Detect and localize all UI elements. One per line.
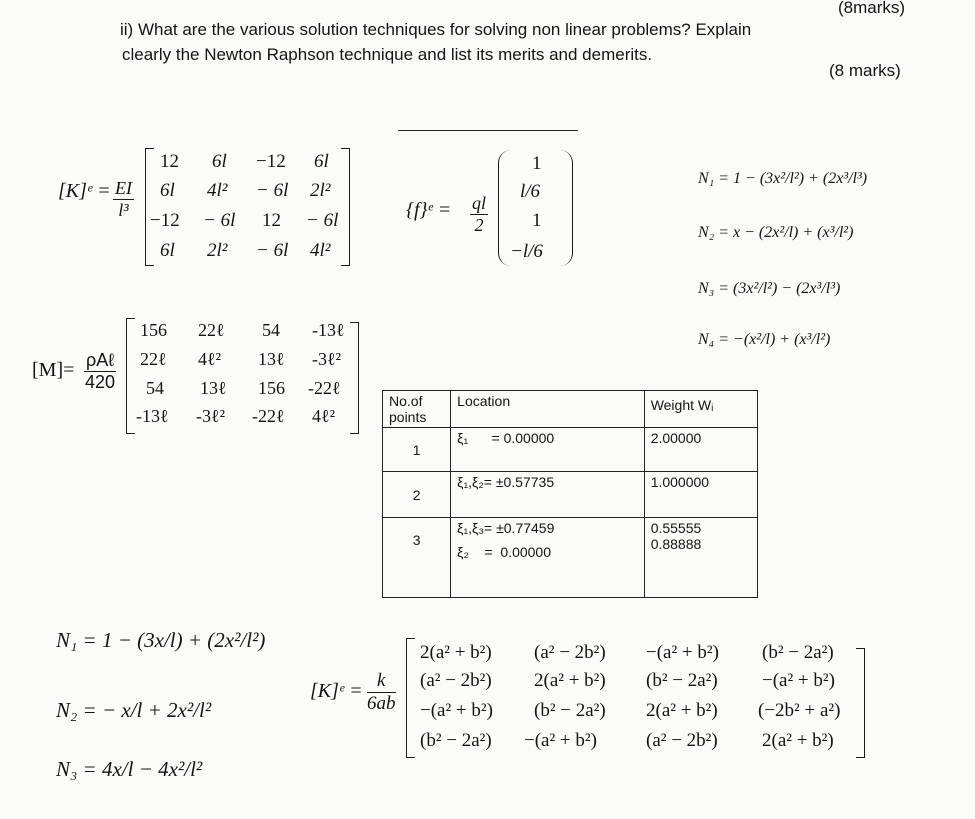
- hermite-n1: N₁ = 1 − (3x²/l²) + (2x³/l³): [698, 170, 868, 187]
- row-points: 2: [383, 472, 451, 518]
- beam-cell: 6l: [314, 151, 329, 172]
- plate-cell: −(a² + b²): [646, 642, 719, 663]
- mass-matrix-coef: [84, 350, 116, 393]
- hermite-n2: N₂ = x − (2x²/l) + (x³/l²): [698, 224, 854, 241]
- beam-cell: 12: [262, 210, 281, 231]
- plate-cell: −(a² + b²): [420, 700, 493, 721]
- plate-cell: (b² − 2a²): [646, 670, 718, 691]
- mass-bracket-left: [126, 318, 135, 434]
- plate-cell: −(a² + b²): [762, 670, 835, 691]
- load-cell: l/6: [520, 181, 541, 202]
- plate-bracket-right: [856, 648, 865, 758]
- beam-cell: −12: [256, 151, 286, 172]
- row-location: ξ₁,ξ₂= ±0.57735: [451, 472, 645, 518]
- load-coef-den: 2: [474, 215, 484, 235]
- question-line-1: ii) What are the various solution techniques for solving non linear problems? Explain: [120, 20, 752, 39]
- mass-cell: -13ℓ: [312, 320, 345, 340]
- mass-cell: 156: [258, 378, 285, 398]
- mass-cell: 54: [262, 320, 280, 340]
- beam-cell: − 6l: [306, 210, 339, 231]
- table-row: [383, 518, 758, 598]
- mass-cell: 22ℓ: [198, 320, 225, 340]
- mass-cell: 156: [140, 320, 167, 340]
- hermite-n3: N₃ = (3x²/l²) − (2x³/l³): [698, 280, 841, 297]
- row-points: 3: [383, 518, 451, 598]
- beam-stiffness-coef: [113, 178, 134, 221]
- row-weight: 2.00000: [644, 428, 757, 472]
- beam-cell: 4l²: [310, 240, 331, 261]
- plate-cell: (b² − 2a²): [762, 642, 834, 663]
- mass-matrix-lhs: [M]=: [32, 359, 75, 381]
- beam-stiffness-lhs: [K]ᵉ =: [58, 180, 111, 202]
- plate-cell: (a² − 2b²): [420, 670, 492, 691]
- plate-coef-den: 6ab: [367, 693, 396, 714]
- load-cell: 1: [532, 210, 542, 231]
- beam-cell: 4l²: [207, 180, 228, 201]
- weight-line: 0.88888: [650, 536, 702, 552]
- plate-cell: (b² − 2a²): [534, 700, 606, 721]
- beam-bracket-left: [145, 148, 154, 266]
- load-vector-lhs: {f}ᵉ =: [406, 199, 452, 221]
- gauss-quadrature-table: [382, 390, 758, 598]
- plate-cell: (a² − 2b²): [534, 642, 606, 663]
- beam-coef-den: l³: [118, 200, 129, 220]
- row-location: [451, 518, 645, 598]
- weight-line: 0.55555: [650, 520, 702, 536]
- marks-top: (8marks): [838, 0, 906, 17]
- mass-cell: -22ℓ: [252, 406, 285, 426]
- header-points: No.of points: [383, 391, 451, 428]
- beam-bracket-right: [341, 148, 350, 266]
- mass-cell: -13ℓ: [136, 406, 169, 426]
- beam-cell: − 6l: [256, 240, 289, 261]
- beam-cell: 12: [160, 151, 179, 172]
- row-weight: [644, 518, 757, 598]
- table-row: [383, 428, 758, 472]
- plate-stiffness-lhs: [K]ᵉ =: [310, 680, 363, 702]
- divider-line: [398, 130, 578, 131]
- mass-cell: 22ℓ: [140, 349, 167, 369]
- row-points: 1: [383, 428, 451, 472]
- mass-cell: 13ℓ: [258, 349, 285, 369]
- mass-bracket-right: [350, 322, 359, 434]
- mass-cell: 13ℓ: [200, 378, 227, 398]
- header-weight: Weight Wᵢ: [644, 391, 757, 428]
- beam-cell: 2l²: [207, 240, 228, 261]
- plate-cell: 2(a² + b²): [646, 700, 718, 721]
- row-location: ξ₁ = 0.00000: [451, 428, 645, 472]
- beam-coef-num: EI: [115, 178, 132, 198]
- plate-cell: (b² − 2a²): [420, 730, 492, 751]
- plate-cell: (−2b² + a²): [758, 700, 841, 721]
- header-location: Location: [451, 391, 645, 428]
- load-brace-right: [560, 150, 573, 266]
- mass-coef-den: 420: [85, 372, 116, 392]
- plate-cell: 2(a² + b²): [762, 730, 834, 751]
- table-header-row: [383, 391, 758, 428]
- plate-bracket-left: [406, 638, 415, 758]
- plate-cell: (a² − 2b²): [646, 730, 718, 751]
- quadratic-n3: N₃ = 4x/l − 4x²/l²: [56, 757, 203, 781]
- plate-coef-num: k: [367, 670, 396, 693]
- quadratic-n2: N₂ = − x/l + 2x²/l²: [56, 698, 212, 722]
- quadratic-n1: N₁ = 1 − (3x/l) + (2x²/l²): [56, 628, 266, 652]
- mass-cell: 4ℓ²: [312, 406, 336, 426]
- plate-cell: 2(a² + b²): [534, 670, 606, 691]
- row-weight: 1.000000: [644, 472, 757, 518]
- beam-cell: − 6l: [203, 210, 236, 231]
- beam-cell: 6l: [160, 180, 175, 201]
- mass-cell: -22ℓ: [308, 378, 341, 398]
- mass-cell: 54: [146, 378, 164, 398]
- question-marks: (8 marks): [829, 61, 901, 80]
- mass-cell: -3ℓ²: [196, 406, 226, 426]
- hermite-n4: N₄ = −(x²/l) + (x³/l²): [698, 331, 831, 348]
- beam-cell: 6l: [160, 240, 175, 261]
- question-line-2: clearly the Newton Raphson technique and list its merits and demerits.: [122, 45, 653, 64]
- beam-cell: 2l²: [310, 180, 331, 201]
- load-cell: −l/6: [510, 241, 543, 262]
- load-vector-coef: [470, 193, 488, 236]
- load-coef-num: ql: [472, 193, 487, 213]
- load-cell: 1: [532, 153, 542, 174]
- beam-cell: −12: [150, 210, 180, 231]
- mass-coef-num: ρAℓ: [86, 350, 115, 370]
- mass-cell: 4ℓ²: [198, 349, 222, 369]
- beam-cell: − 6l: [256, 180, 289, 201]
- plate-cell: −(a² + b²): [524, 730, 597, 751]
- plate-stiffness-coef: [367, 670, 396, 715]
- table-row: [383, 472, 758, 518]
- mass-cell: -3ℓ²: [312, 349, 342, 369]
- location-line: ξ₂ = 0.00000: [457, 544, 551, 560]
- location-line: ξ₁,ξ₃= ±0.77459: [457, 520, 555, 536]
- plate-cell: 2(a² + b²): [420, 642, 492, 663]
- beam-cell: 6l: [212, 151, 227, 172]
